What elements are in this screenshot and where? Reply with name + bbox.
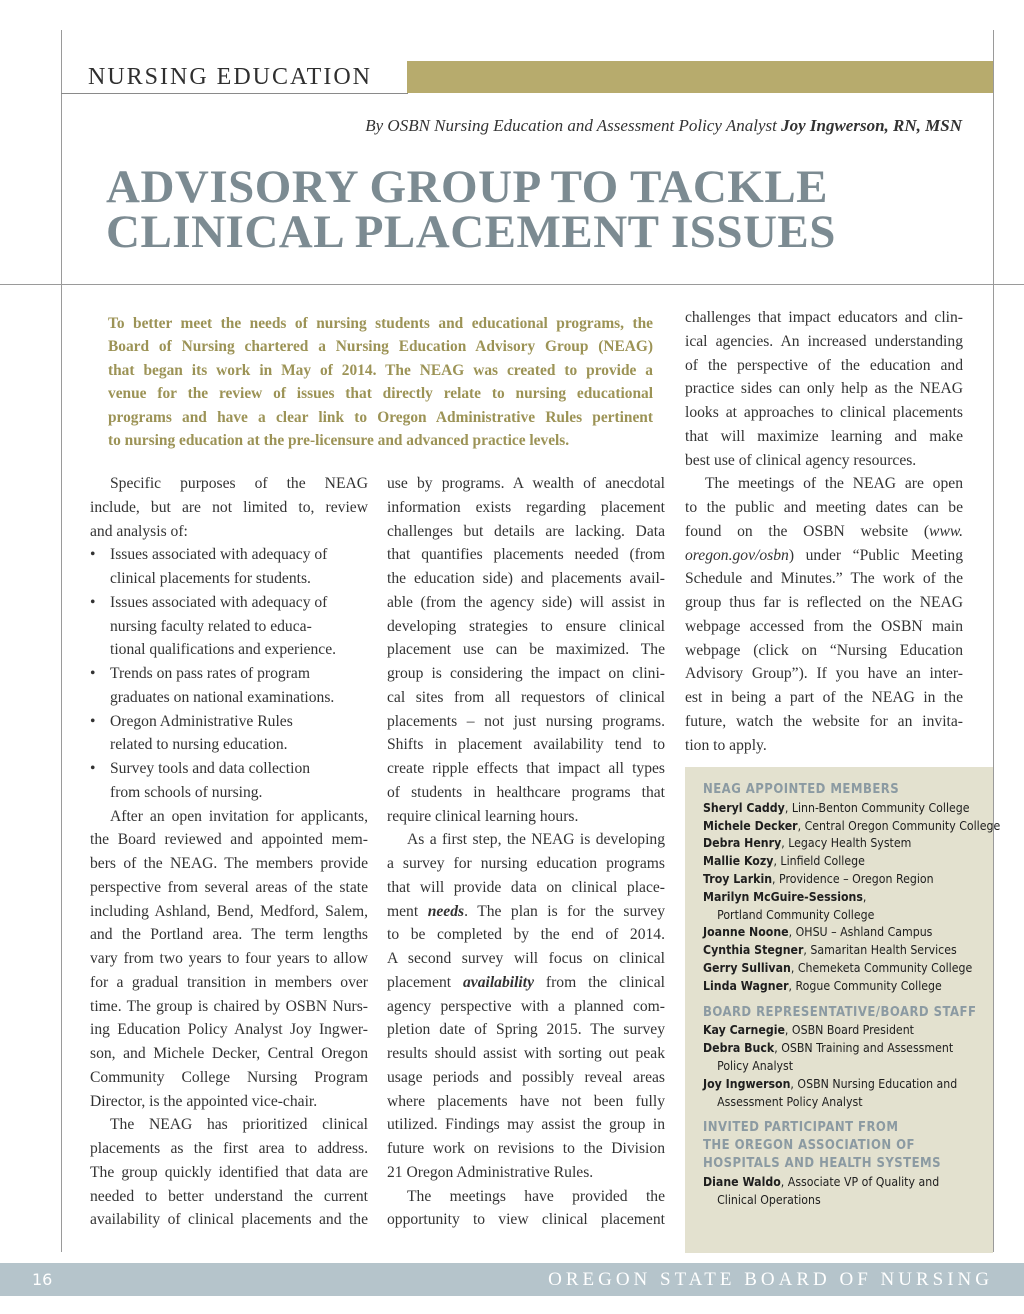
sidebar-heading-members: NEAG APPOINTED MEMBERS (703, 782, 900, 797)
body-line: usage periods and possibly reveal areas (387, 1068, 665, 1086)
page-title-line-1: ADVISORY GROUP TO TACKLE (106, 161, 829, 213)
publication-name: OREGON STATE BOARD OF NURSING (548, 1269, 993, 1290)
lede-line: Board of Nursing chartered a Nursing Education Advisory Group (NEAG) (108, 338, 653, 356)
body-line: and the Portland area. The term lengths (90, 926, 368, 944)
body-line: The group quickly identified that data are (90, 1163, 368, 1181)
body-line: Community College Nursing Program (90, 1068, 368, 1086)
lede-line: programs and have a clear link to Oregon Administrative Rules pertinent (108, 408, 653, 426)
body-line: of students in healthcare programs that (387, 783, 665, 801)
sidebar-heading-participant: THE OREGON ASSOCIATION OF (703, 1138, 915, 1154)
body-line: As a first step, the NEAG is developing (407, 831, 665, 849)
page-title-line-2: CLINICAL PLACEMENT ISSUES (106, 206, 836, 258)
body-line: ing Education Policy Analyst Joy Ingwer- (90, 1021, 368, 1039)
body-line: Director, is the appointed vice-chair. (90, 1092, 318, 1110)
body-line: pletion date of Spring 2015. The survey (387, 1021, 665, 1039)
byline (0, 116, 962, 136)
purpose-bullet: • Survey tools and data collection (90, 757, 368, 781)
member-entry: Troy Larkin, Providence – Oregon Region (703, 870, 934, 886)
staff-entry: Kay Carnegie, OSBN Board President (703, 1022, 914, 1038)
header-gold-bar (407, 61, 993, 93)
purpose-bullet-cont: graduates on national examinations. (110, 688, 335, 706)
body-line: future, watch the website for an invita- (685, 712, 963, 730)
body-line: ical agencies. An increased understanding (685, 332, 963, 350)
body-line: including Ashland, Bend, Medford, Salem, (90, 902, 368, 920)
body-line: placements – not just nursing programs. (387, 712, 665, 730)
body-line: availability of clinical placements and the (90, 1211, 368, 1229)
body-line: bers of the NEAG. The members provide (90, 855, 368, 872)
body-line: for a gradual transition in members over (90, 973, 368, 991)
body-line: require clinical learning hours. (387, 807, 579, 825)
body-line: challenges that impact educators and clin- (685, 309, 963, 326)
body-line: the Board reviewed and appointed mem- (90, 831, 368, 849)
body-line: group is considering the impact on clini- (387, 665, 665, 682)
body-line: Specific purposes of the NEAG (110, 475, 368, 492)
body-line: future work on revisions to the Division (387, 1140, 665, 1157)
body-line: use by programs. A wealth of anecdotal (387, 475, 665, 492)
website-link-part: oregon.gov/osbn (685, 546, 789, 564)
body-line: opportunity to view clinical placement (387, 1211, 665, 1229)
body-line: agency perspective with a planned com- (387, 997, 665, 1015)
member-entry: Michele Decker, Central Oregon Community College (703, 817, 1001, 833)
body-line: best use of clinical agency resources. (685, 451, 917, 469)
body-line: utilized. Findings may assist the group in (387, 1116, 665, 1134)
body-line: tion to apply. (685, 736, 767, 754)
purpose-bullet-cont: from schools of nursing. (110, 783, 263, 801)
body-line: that will provide data on clinical place- (387, 878, 665, 896)
member-entry: Mallie Kozy, Linfield College (703, 853, 865, 869)
participant-entry: Diane Waldo, Associate VP of Quality and (703, 1173, 940, 1189)
purpose-bullet: • Issues associated with adequacy of (90, 543, 368, 567)
participant-entry-cont: Clinical Operations (717, 1191, 821, 1207)
lede-line: To better meet the needs of nursing students and educational programs, the (108, 315, 653, 332)
sidebar-heading-participant: INVITED PARTICIPANT FROM (703, 1120, 899, 1136)
lede-line: venue for the review of issues that directly relate to nursing educational (108, 385, 653, 403)
member-entry: Marilyn McGuire-Sessions, (703, 888, 867, 904)
body-line: a survey for nursing education programs (387, 855, 665, 872)
article-column-2 (387, 472, 665, 1232)
body-line: After an open invitation for applicants, (110, 807, 368, 825)
bullet-marker: • (90, 712, 96, 730)
body-line: of the perspective of the education and (685, 356, 963, 374)
bullet-marker: • (90, 760, 96, 777)
body-line: webpage (click on “Nursing Education (685, 641, 963, 659)
sidebar-heading-staff: BOARD REPRESENTATIVE/BOARD STAFF (703, 1004, 977, 1020)
body-line: needed to better understand the current (90, 1187, 368, 1205)
body-line: oregon.gov/osbn) under “Public Meeting (685, 546, 963, 564)
purpose-bullet: • Oregon Administrative Rules (90, 710, 368, 734)
section-label: NURSING EDUCATION (88, 64, 372, 90)
body-line: and analysis of: (90, 522, 188, 540)
bullet-marker: • (90, 546, 96, 564)
member-entry: Debra Henry, Legacy Health System (703, 835, 912, 851)
body-line: create ripple effects that impact all types (387, 760, 665, 777)
staff-entry-cont: Policy Analyst (717, 1057, 794, 1073)
body-line: est in being a part of the NEAG in the (685, 689, 963, 706)
purpose-bullet: • Trends on pass rates of program (90, 662, 368, 686)
body-line: include, but are not limited to, review (90, 498, 368, 516)
body-line: that quantifies placements needed (from (387, 546, 665, 564)
body-line: results should assist with sorting out peak (387, 1045, 665, 1062)
body-line: cal sites from all requestors of clinical (387, 688, 665, 706)
staff-entry-cont: Assessment Policy Analyst (717, 1093, 863, 1109)
byline-author: Joy Ingwerson, RN, MSN (781, 116, 962, 135)
body-line: son, and Michele Decker, Central Oregon (90, 1045, 368, 1062)
bullet-marker: • (90, 593, 96, 611)
body-line: The NEAG has prioritized clinical (110, 1116, 368, 1134)
headline-divider (0, 284, 1024, 285)
body-line: information exists regarding placement (387, 498, 665, 516)
emphasis-availability: availability (462, 973, 535, 991)
left-margin-rule (61, 30, 62, 1252)
body-line: challenges but details are lacking. Data (387, 522, 665, 540)
staff-entry: Joy Ingwerson, OSBN Nursing Education and (703, 1075, 958, 1091)
member-entry: Joanne Noone, OHSU – Ashland Campus (703, 924, 933, 940)
page-number: 16 (32, 1270, 53, 1289)
body-line: Advisory Group”). If you have an inter- (685, 665, 963, 683)
website-link-part: www. (929, 522, 963, 540)
body-line: looks at approaches to clinical placements (685, 404, 963, 421)
body-line: to the public and meeting dates can be (685, 499, 963, 516)
body-line: that will maximize learning and make (685, 427, 963, 445)
lede-line: to nursing education at the pre-licensure and advanced practice levels. (108, 432, 570, 450)
purpose-bullet-cont: related to nursing education. (110, 736, 288, 754)
right-margin-rule (993, 30, 994, 1252)
body-line: 21 Oregon Administrative Rules. (387, 1163, 594, 1181)
member-entry: Gerry Sullivan, Chemeketa Community College (703, 959, 973, 975)
byline-prefix: By OSBN Nursing Education and Assessment Policy Analyst (365, 116, 782, 135)
body-line: A second survey will focus on clinical (387, 950, 665, 967)
page-title (106, 161, 966, 258)
bullet-marker: • (90, 665, 96, 682)
member-entry: Linda Wagner, Rogue Community College (703, 977, 942, 993)
article-column-1 (90, 472, 368, 1232)
purpose-bullet: • Issues associated with adequacy of (90, 591, 368, 615)
header-underline (61, 93, 408, 94)
article-column-3 (685, 306, 963, 757)
member-entry: Sheryl Caddy, Linn-Benton Community College (703, 799, 970, 815)
sidebar-heading-participant: HOSPITALS AND HEALTH SYSTEMS (703, 1155, 941, 1171)
body-line: ment needs. The plan is for the survey (387, 902, 665, 920)
body-line: placement use can be maximized. The (387, 641, 665, 659)
body-line: to be completed by the end of 2014. (387, 926, 665, 944)
body-line: The meetings have provided the (407, 1187, 665, 1205)
body-line: found on the OSBN website (www. (685, 522, 963, 540)
body-line: able (from the agency side) will assist in (387, 593, 665, 611)
body-line: where placements have not been fully (387, 1092, 665, 1110)
body-line: perspective from several areas of the state (90, 878, 368, 896)
body-line: Shifts in placement availability tend to (387, 736, 665, 754)
body-line: time. The group is chaired by OSBN Nurs- (90, 997, 368, 1015)
body-line: Schedule and Minutes.” The work of the (685, 570, 963, 588)
body-line: practice sides can only help as the NEAG (685, 380, 963, 398)
body-line: webpage accessed from the OSBN main (685, 617, 963, 635)
body-line: the education side) and placements avail- (387, 570, 665, 587)
members-sidebar (685, 767, 1001, 1253)
body-line: group thus far is reflected on the NEAG (685, 594, 963, 611)
lede-paragraph (108, 312, 653, 452)
body-line: placement availability from the clinical (387, 973, 665, 991)
body-line: developing strategies to ensure clinical (387, 617, 665, 635)
emphasis-needs: needs (427, 902, 465, 920)
lede-line: that began its work in May of 2014. The NEAG was created to provide a (108, 361, 653, 379)
staff-entry: Debra Buck, OSBN Training and Assessment (703, 1040, 954, 1056)
member-entry: Cynthia Stegner, Samaritan Health Services (703, 942, 957, 958)
purpose-bullet-cont: clinical placements for students. (110, 570, 311, 587)
body-line: vary from two years to four years to allow (90, 950, 368, 967)
purpose-bullet-cont: nursing faculty related to educa- (110, 617, 312, 635)
body-line: placements as the first area to address. (90, 1140, 368, 1157)
body-line: The meetings of the NEAG are open (705, 475, 963, 493)
member-entry-cont: Portland Community College (717, 906, 875, 922)
purpose-bullet-cont: tional qualifications and experience. (110, 641, 337, 659)
